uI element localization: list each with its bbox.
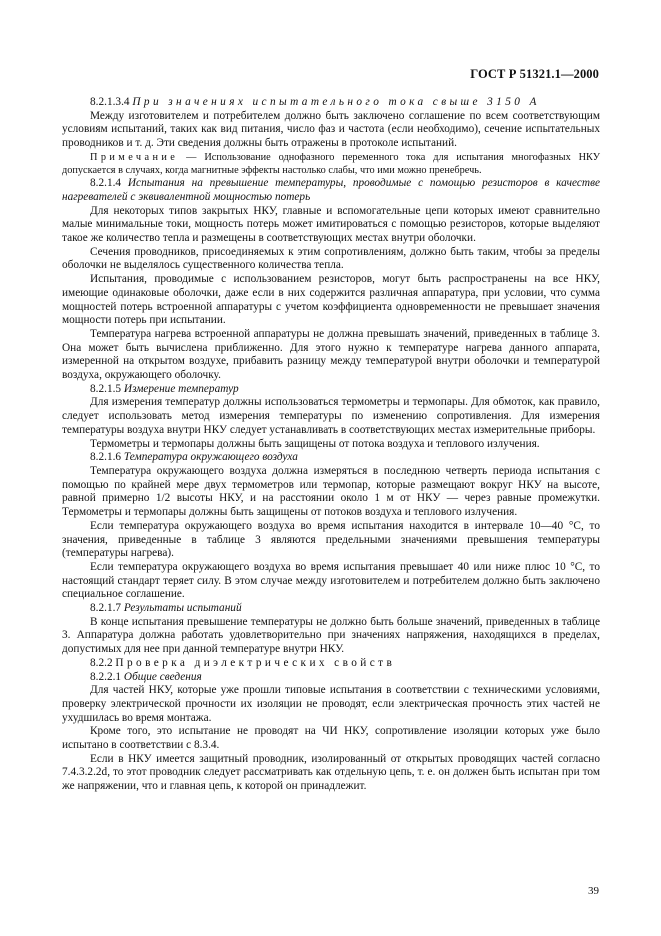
- document-header: ГОСТ Р 51321.1—2000: [470, 67, 599, 81]
- paragraph: Испытания, проводимые с использованием резисторов, могут быть распространены на все НКУ, имеющие одинаковые оболочки, даже если в них содержится различная аппаратура, при условии, что сумма мощностей потерь встроенной аппаратуры с учетом коэффициента одновременности не превышает значения мощности потерь при испытании.: [62, 273, 600, 327]
- section-number: 8.2.1.7: [90, 602, 122, 615]
- section-number: 8.2.2.1: [90, 670, 122, 683]
- section-number: 8.2.2: [90, 656, 113, 669]
- paragraph: Если температура окружающего воздуха во время испытания находится в интервале 10—40 °С, то значения, приведенные в таблице 3 являются предельными значениями превышения температуры (температуры нагрева).: [62, 519, 600, 560]
- section-heading: [62, 383, 600, 397]
- section-number: 8.2.1.5: [90, 382, 122, 395]
- note-text: — Использование однофазного переменного тока для испытания многофазных НКУ допускается в случаях, когда магнитные эффекты настолько слабы, что ими можно пренебречь.: [62, 151, 600, 177]
- paragraph: Температура окружающего воздуха должна измеряться в последнюю четверть периода испытания с помощью по крайней мере двух термометров или термопар, которые размещают вокруг НКУ на высоте, равной примерно 1/2 высоты НКУ, и на расстоянии около 1 м от НКУ — через равные промежутки. Термометры и термопары должны быть защищены от потоков воздуха и теплового излучения.: [62, 464, 600, 519]
- section-title: Общие сведения: [123, 670, 202, 683]
- section-number: 8.2.1.6: [90, 451, 122, 464]
- section-number: 8.2.1.4: [90, 177, 122, 190]
- section-heading: [62, 96, 600, 110]
- section-heading: [62, 602, 600, 616]
- section-title: Испытания на превышение температуры, проводимые с помощью резисторов в качестве нагревателей с эквивалентной мощностью потерь: [62, 177, 601, 203]
- paragraph: Если в НКУ имеется защитный проводник, изолированный от открытых проводящих частей согласно 7.4.3.2.2d, то этот проводник следует рассматривать как отдельную цепь, т. е. он должен быть испытан при том же напряжении, что и главная цепь, к которой он принадлежит.: [62, 752, 600, 793]
- section-title: Температура окружающего воздуха: [123, 451, 298, 464]
- section-title: Проверка диэлектрических свойств: [115, 656, 396, 669]
- paragraph: Температура нагрева встроенной аппаратуры не должна превышать значений, приведенных в таблице 3. Она может быть вычислена приближенно. Для этого нужно к температуре нагрева данного аппарата, измеренной на открытом воздухе, прибавить разницу между температурой внутри оболочки и температурой воздуха, окружающего оболочку.: [62, 327, 600, 382]
- section-title: Измерение температур: [123, 382, 239, 395]
- section-heading: [62, 451, 600, 465]
- note-label: Примечание: [90, 151, 179, 163]
- section-title: При значениях испытательного тока свыше 3150 А: [132, 96, 540, 108]
- page-number: 39: [588, 885, 599, 897]
- paragraph: Термометры и термопары должны быть защищены от потока воздуха и теплового излучения.: [90, 437, 540, 450]
- section-heading: [62, 657, 600, 671]
- section-heading: [62, 177, 600, 204]
- paragraph: Между изготовителем и потребителем должно быть заключено соглашение по всем соответствующим условиям испытаний, таких как вид питания, число фаз и частота (если необходимо), сечение испытательных проводников и т. д. Эти сведения должны быть отражены в протоколе испытаний.: [62, 109, 600, 150]
- paragraph: Для некоторых типов закрытых НКУ, главные и вспомогательные цепи которых имеют сравнительно малые минимальные токи, мощность потерь может имитироваться с помощью резисторов, которые выделяют такое же количество тепла и размещены в соответствующих местах внутри оболочки.: [62, 204, 600, 245]
- paragraph: Если температура окружающего воздуха во время испытания превышает 40 или ниже плюс 10 °С, то настоящий стандарт теряет силу. В этом случае между изготовителем и потребителем должно быть заключено специальное соглашение.: [62, 560, 600, 601]
- section-title: Результаты испытаний: [123, 602, 242, 615]
- paragraph: Сечения проводников, присоединяемых к этим сопротивлениям, должно быть таким, чтобы за пределы оболочки не выделялось существенного количества тепла.: [62, 245, 600, 272]
- section-heading: [62, 671, 600, 685]
- paragraph: Для частей НКУ, которые уже прошли типовые испытания в соответствии с техническими условиями, проверку электрической прочности их изоляции не проводят, если электрическая прочность этих частей не ухудшилась во время монтажа.: [62, 684, 600, 724]
- paragraph: Кроме того, это испытание не проводят на ЧИ НКУ, сопротивление изоляции которых уже было испытано в соответствии с 8.3.4.: [62, 725, 600, 752]
- paragraph: Для измерения температур должны использоваться термометры и термопары. Для обмоток, как правило, следует использовать метод измерения температуры по изменению сопротивления. Для измерения температуры воздуха внутри НКУ следует устанавливать в соответствующих местах измерительные приборы.: [62, 396, 600, 436]
- note: [62, 151, 600, 177]
- page-body: [62, 96, 600, 794]
- paragraph: В конце испытания превышение температуры не должно быть больше значений, приведенных в таблице 3. Аппаратура должна работать удовлетворительно при значениях напряжения, находящихся в пределах, допустимых для нее при данной температуре внутри НКУ.: [62, 615, 600, 656]
- section-number: 8.2.1.3.4: [90, 96, 130, 108]
